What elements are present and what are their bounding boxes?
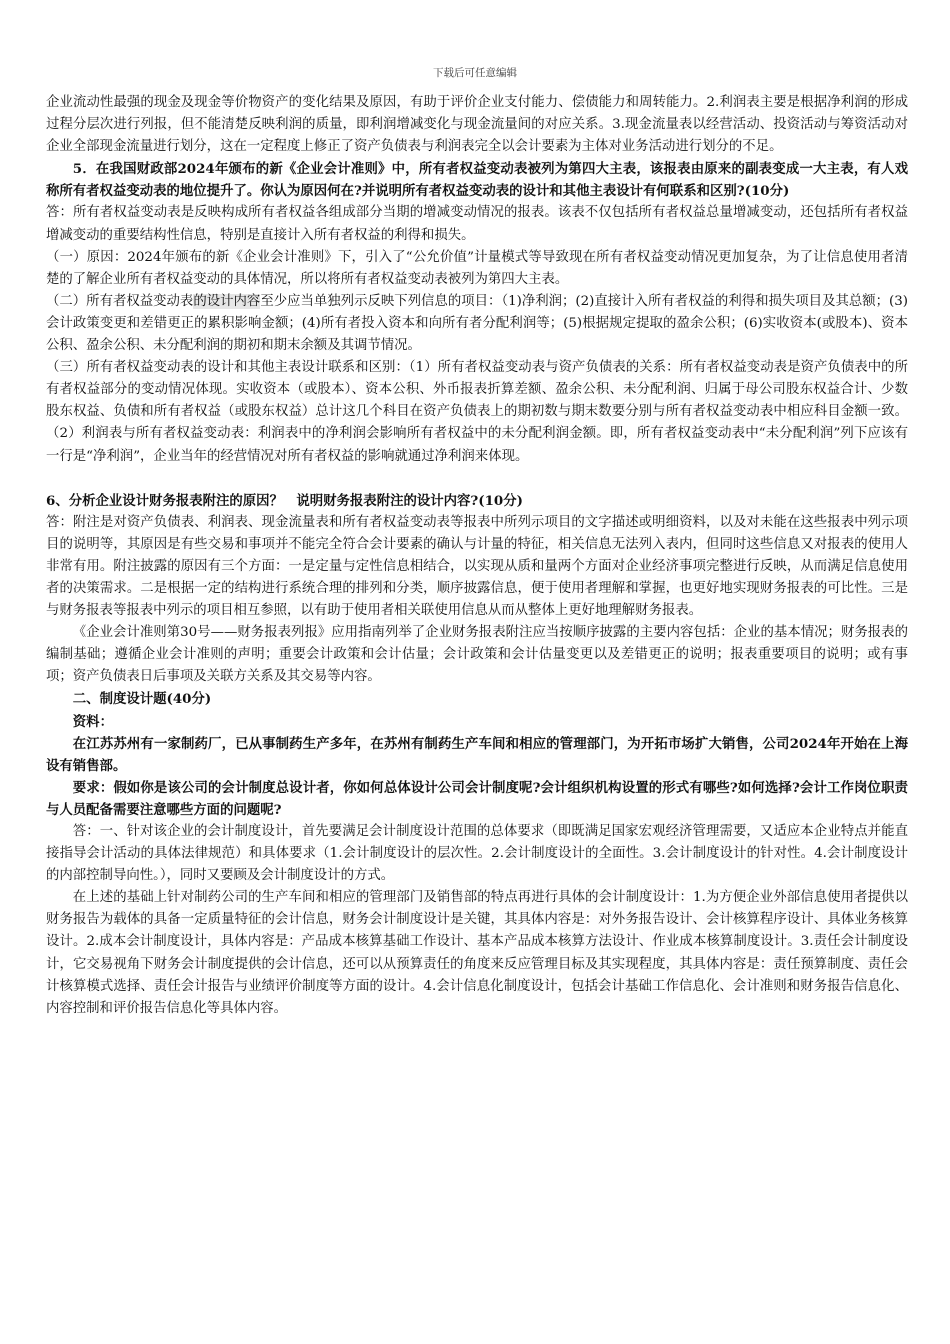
document-body	[46, 92, 908, 1020]
answer-5-part-1: （一）原因：2024年颁布的新《企业会计准则》下，引入了“公允价值”计量模式等导致现在所有者权益变动情况更加复杂，为了让信息使用者清楚的了解企业所有者权益变动的具体情况，所以将所有者权益变动表被列为第四大主表。	[46, 249, 908, 287]
answer-5-part-2	[46, 291, 908, 357]
section-2-title: 二、制度设计题(40分)	[72, 691, 212, 708]
paragraph-continued: 企业流动性最强的现金及现金等价物资产的变化结果及原因，有助于评价企业支付能力、偿债能力和周转能力。2.利润表主要是根据净利润的形成过程分层次进行列报，但不能清楚反映利润的质量，即利润增减变化与现金流量间的对应关系。3.现金流量表以经营活动、投资活动与筹资活动对企业全部现金流量进行划分，这在一定程度上修正了资产负债表与利润表完全以会计要素为主体对业务活动进行划分的不足。	[46, 95, 908, 155]
material-label: 资料：	[72, 713, 113, 730]
page-header: 下载后可任意编辑	[433, 67, 517, 79]
question-5: 5．在我国财政部2024年颁布的新《企业会计准则》中，所有者权益变动表被列为第四大主表，该报表由原来的副表变成一大主表，有人戏称所有者权益变动表的地位提升了。你认为原因何在?并说明所有者权益变动表的设计和其他主表设计有何联系和区别?(10分)	[46, 161, 908, 200]
material-text: 在江苏苏州有一家制药厂，已从事制药生产多年，在苏州有制药生产车间和相应的管理部门，为开拓市场扩大销售，公司2024年开始在上海设有销售部。	[46, 735, 908, 774]
answer-6-guideline: 《企业会计准则第30号——财务报表列报》应用指南列举了企业财务报表附注应当按顺序披露的主要内容包括：企业的基本情况；财务报表的编制基础；遵循企业会计准则的声明；重要会计政策和会计估量；会计政策和会计估量变更以及差错更正的说明；报表重要项目的说明；或有事项；资产负债表日后事项及关联方关系及其交易等内容。	[46, 625, 908, 685]
answer-5-intro: 答：所有者权益变动表是反映构成所有者权益各组成部分当期的增减变动情况的报表。该表不仅包括所有者权益总量增减变动，还包括所有者权益增减变动的重要结构性信息，特别是直接计入所有者权益的利得和损失。	[46, 205, 908, 243]
answer-5-part-3: （三）所有者权益变动表的设计和其他主表设计联系和区别：（1）所有者权益变动表与资产负债表的关系：所有者权益变动表是资产负债表中的所有者权益部分的变动情况体现。实收资本（或股本）、资本公积、外币报表折算差额、盈余公积、未分配利润、归属于母公司股东权益合计、少数股东权益、负债和所有者权益（或股东权益）总计这几个科目在资产负债表上的期初数与期末数要分别与所有者权益变动表中相应科目金额一致。（2）利润表与所有者权益变动表：利润表中的净利润会影响所有者权益中的未分配利润金额。即，所有者权益变动表中“未分配利润”列下应该有一行是“净利润”，企业当年的经营情况对所有者权益的影响就通过净利润来体现。	[46, 360, 908, 464]
question-6: 6、分析企业设计财务报表附注的原因？ 说明财务报表附注的设计内容?(10分)	[46, 492, 523, 509]
requirement-text: 要求：假如你是该公司的会计制度总设计者，你如何总体设计公司会计制度呢?会计组织机构设置的形式有哪些?如何选择?会计工作岗位职责与人员配备需要注意哪些方面的问题呢?	[46, 779, 908, 818]
answer-5-part-2-rest: 至少应当单独列示反映下列信息的项目：（1)净利润；(2)直接计入所有者权益的利得和损失项目及其总额；(3)会计政策变更和差错更正的累积影响金额；(4)所有者投入资本和向所有者分配利润等；(5)根据规定提取的盈余公积；(6)实收资本(或股本)、资本公积、盈余公积、未分配利润的期初和期末余额及其调节情况。	[46, 293, 909, 354]
answer-part-1: 答：一、针对该企业的会计制度设计，首先要满足会计制度设计范围的总体要求（即既满足国家宏观经济管理需要，又适应本企业特点并能直接指导会计活动的具体法律规范）和具体要求（1.会计制度设计的层次性。2.会计制度设计的全面性。3.会计制度设计的针对性。4.会计制度设计的内部控制导向性。），同时又要顾及会计制度设计的方式。	[46, 824, 908, 884]
answer-part-2: 在上述的基础上针对制药公司的生产车间和相应的管理部门及销售部的特点再进行具体的会计制度设计：1.为方便企业外部信息使用者提供以财务报告为载体的具备一定质量特征的会计信息，财务会计制度设计是关键，其具体内容是：对外务报告设计、会计核算程序设计、具体业务核算设计。2.成本会计制度设计，具体内容是：产品成本核算基础工作设计、基本产品成本核算方法设计、作业成本核算制度设计。3.责任会计制度设计，它交易视角下财务会计制度提供的会计信息，还可以从预算责任的角度来反应管理目标及其实现程度，其具体内容是：责任预算制度、责任会计核算模式选择、责任会计报告与业绩评价制度等方面的设计。4.会计信息化制度设计，包括会计基础工作信息化、会计准则和财务报告信息化、内容控制和评价报告信息化等具体内容。	[46, 890, 908, 1016]
highlighted-text: 的设计内容	[193, 293, 261, 309]
answer-6: 答：附注是对资产负债表、利润表、现金流量表和所有者权益变动表等报表中所列示项目的文字描述或明细资料，以及对未能在这些报表中列示项目的说明等，其原因是有些交易和事项并不能完全符合会计要素的确认与计量的特征，相关信息无法列入表内，但同时这些信息又对报表的使用人非常有用。附注披露的原因有三个方面：一是定量与定性信息相结合，以实现从质和量两个方面对企业经济事项完整进行反映，从而满足信息使用者的决策需求。二是根据一定的结构进行系统合理的排列和分类，顺序披露信息，便于使用者理解和掌握，也更好地实现财务报表的可比性。三是与财务报表等报表中列示的项目相互参照，以有助于使用者相关联使用信息从而从整体上更好地理解财务报表。	[46, 514, 908, 619]
spacer	[46, 468, 908, 490]
answer-5-part-2-lead: （二）所有者权益变动表	[46, 293, 194, 309]
